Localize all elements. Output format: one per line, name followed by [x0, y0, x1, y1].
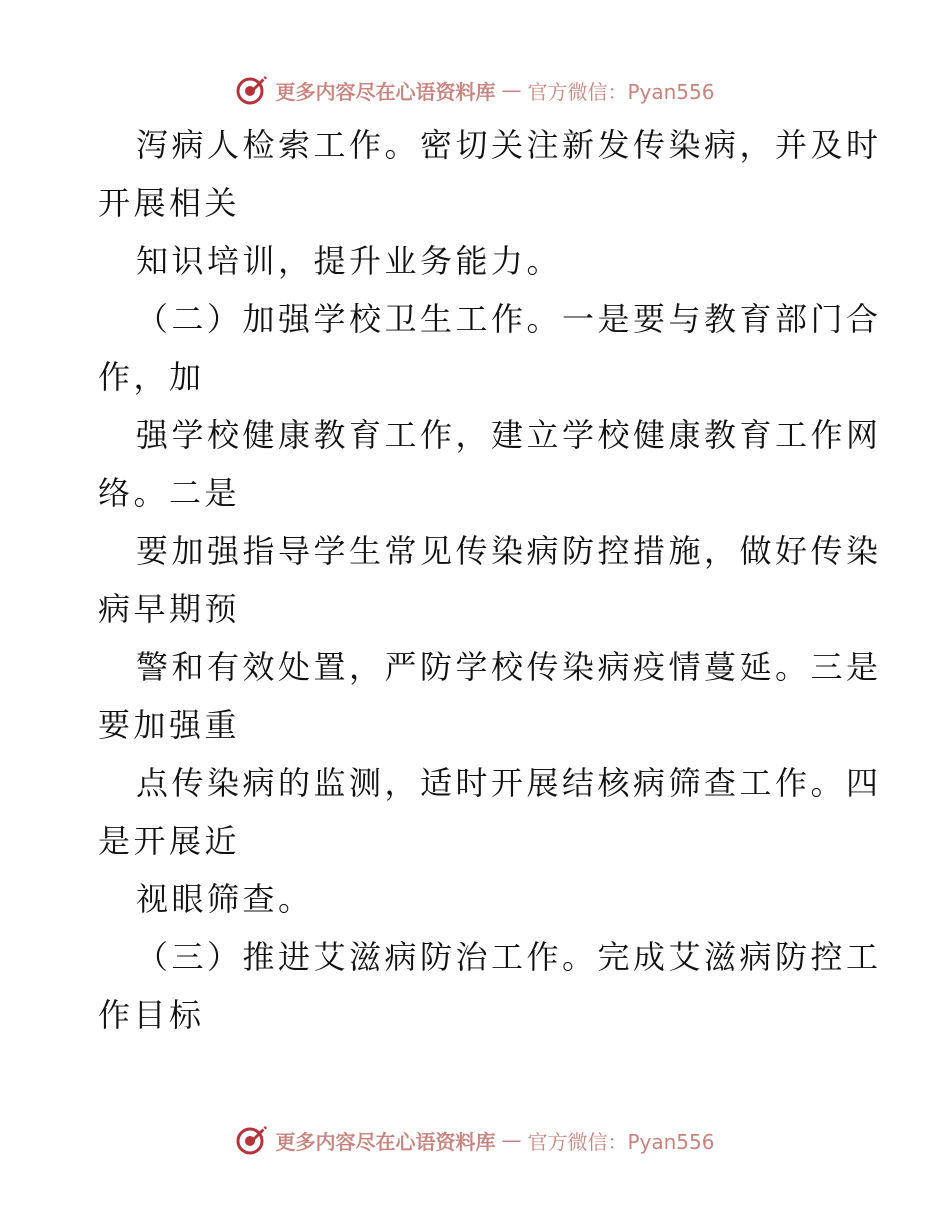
footer-separator: — — [501, 1128, 522, 1152]
body-line: 点传染病的监测，适时开展结核病筛查工作。四 — [136, 764, 882, 802]
header-wechat-text: 官方微信：Pyan556 — [527, 79, 715, 104]
footer-watermark — [0, 1120, 950, 1160]
body-line: 病早期预 — [98, 590, 241, 628]
body-line: 强学校健康教育工作，建立学校健康教育工作网 — [136, 416, 882, 454]
footer-wechat-text: 官方微信：Pyan556 — [527, 1129, 715, 1154]
body-line: （三）推进艾滋病防治工作。完成艾滋病防控工 — [136, 938, 882, 976]
body-line: （二）加强学校卫生工作。一是要与教育部门合 — [136, 300, 882, 338]
pen-logo-icon — [235, 73, 269, 107]
body-line: 作目标 — [98, 996, 205, 1034]
body-line: 警和有效处置，严防学校传染病疫情蔓延。三是 — [136, 648, 882, 686]
body-line: 作，加 — [98, 358, 205, 396]
header-separator: — — [501, 78, 522, 102]
header-watermark — [0, 70, 950, 110]
document-body — [98, 116, 882, 1044]
footer-brand-text: 更多内容尽在心语资料库 — [275, 1129, 496, 1154]
body-line: 络。二是 — [98, 474, 241, 512]
body-line: 是开展近 — [98, 822, 241, 860]
body-line: 知识培训，提升业务能力。 — [136, 242, 563, 280]
pen-logo-icon — [235, 1123, 269, 1157]
body-line: 泻病人检索工作。密切关注新发传染病，并及时 — [136, 126, 882, 164]
body-line: 要加强重 — [98, 706, 241, 744]
body-line: 开展相关 — [98, 184, 241, 222]
body-line: 视眼筛查。 — [136, 880, 314, 918]
body-line: 要加强指导学生常见传染病防控措施，做好传染 — [136, 532, 882, 570]
header-brand-text: 更多内容尽在心语资料库 — [275, 79, 496, 104]
